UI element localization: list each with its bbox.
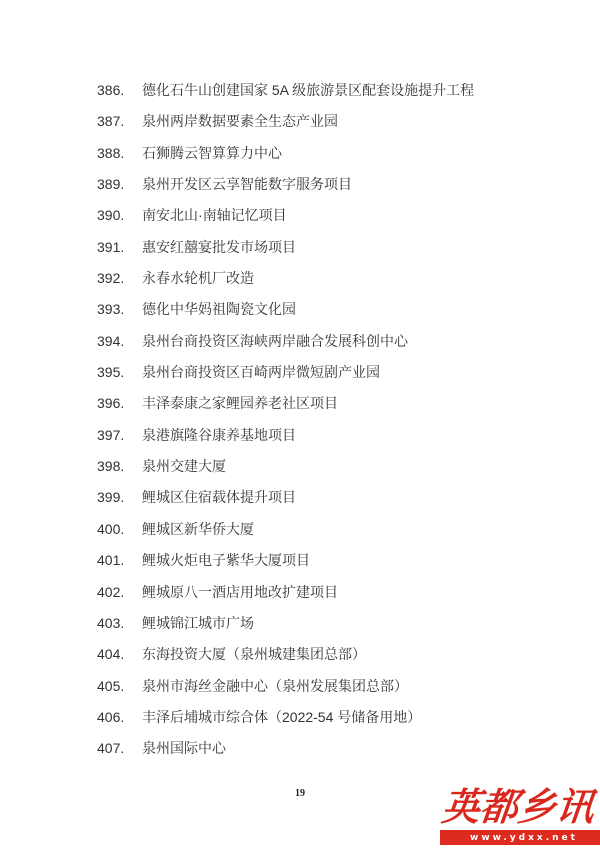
item-number: 406.: [97, 708, 125, 725]
item-text: 鲤城区住宿载体提升项目: [142, 489, 296, 506]
item-text: 南安北山·南轴记忆项目: [142, 207, 287, 224]
watermark-url: www.ydxx.net: [470, 833, 578, 843]
item-number: 407.: [97, 740, 125, 757]
item-text: 鲤城火炬电子紫华大厦项目: [142, 552, 310, 569]
item-number: 386.: [97, 82, 125, 98]
list-item: [97, 583, 560, 614]
page-number: 19: [295, 788, 305, 799]
item-number: 403.: [97, 614, 125, 631]
list-item: [97, 488, 560, 519]
item-number: 404.: [97, 646, 125, 663]
watermark-url-bar: [440, 830, 600, 845]
list-item: [97, 238, 560, 269]
item-number: 388.: [97, 144, 125, 161]
list-item: [97, 677, 560, 708]
site-watermark: [440, 785, 600, 845]
item-text: 泉州台商投资区海峡两岸融合发展科创中心: [142, 332, 408, 349]
item-text: 鲤城原八一酒店用地改扩建项目: [142, 583, 338, 600]
list-item: [97, 175, 560, 206]
item-number: 401.: [97, 552, 125, 569]
item-text: 泉州市海丝金融中心（泉州发展集团总部）: [142, 677, 408, 694]
item-number: 398.: [97, 458, 125, 475]
list-item: [97, 81, 560, 112]
item-text: 德化石牛山创建国家 5A 级旅游景区配套设施提升工程: [142, 82, 475, 98]
item-number: 402.: [97, 583, 125, 600]
item-text: 丰泽后埔城市综合体（2022-54 号储备用地）: [142, 708, 422, 725]
item-text: 泉州交建大厦: [142, 458, 226, 475]
list-item: [97, 614, 560, 645]
item-number: 389.: [97, 176, 125, 193]
list-item: [97, 457, 560, 488]
list-item: [97, 269, 560, 300]
item-text: 德化中华妈祖陶瓷文化园: [142, 301, 296, 318]
list-item: [97, 363, 560, 394]
list-item: [97, 394, 560, 425]
list-item: [97, 645, 560, 676]
item-number: 395.: [97, 364, 125, 381]
list-item: [97, 332, 560, 363]
item-text: 泉州两岸数据要素全生态产业园: [142, 113, 338, 130]
item-number: 391.: [97, 238, 125, 255]
item-number: 394.: [97, 332, 125, 349]
item-number: 405.: [97, 677, 125, 694]
project-list: [97, 81, 560, 771]
item-text: 石狮腾云智算算力中心: [142, 144, 282, 161]
item-text: 东海投资大厦（泉州城建集团总部）: [142, 646, 366, 663]
item-text: 鲤城区新华侨大厦: [142, 520, 254, 537]
item-number: 400.: [97, 520, 125, 537]
list-item: [97, 426, 560, 457]
list-item: [97, 708, 560, 739]
item-text: 泉州国际中心: [142, 740, 226, 757]
list-item: [97, 300, 560, 331]
item-text: 丰泽泰康之家鲤园养老社区项目: [142, 395, 338, 412]
item-text: 鲤城锦江城市广场: [142, 614, 254, 631]
list-item: [97, 551, 560, 582]
list-item: [97, 112, 560, 143]
list-item: [97, 144, 560, 175]
item-text: 泉港旗隆谷康养基地项目: [142, 426, 296, 443]
item-number: 393.: [97, 301, 125, 318]
item-number: 390.: [97, 207, 125, 224]
item-number: 396.: [97, 395, 125, 412]
item-text: 泉州台商投资区百崎两岸微短剧产业园: [142, 364, 380, 381]
item-number: 397.: [97, 426, 125, 443]
item-text: 永春水轮机厂改造: [142, 270, 254, 287]
item-number: 399.: [97, 489, 125, 506]
item-number: 387.: [97, 113, 125, 130]
item-number: 392.: [97, 270, 125, 287]
item-text: 惠安红囍宴批发市场项目: [142, 238, 296, 255]
list-item: [97, 206, 560, 237]
list-item: [97, 520, 560, 551]
item-text: 泉州开发区云享智能数字服务项目: [142, 176, 352, 193]
watermark-logo-text: 英都乡讯: [439, 784, 597, 829]
list-item: [97, 739, 560, 770]
